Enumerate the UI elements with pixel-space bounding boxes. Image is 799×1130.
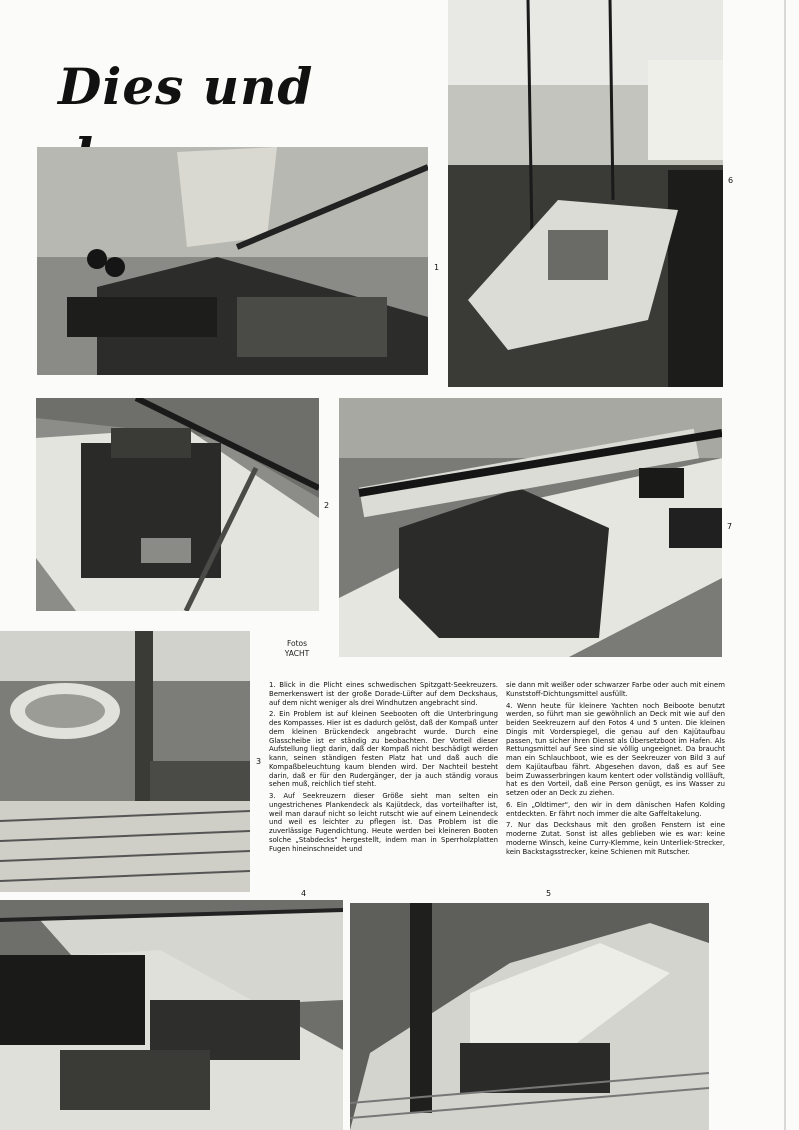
photo-number-4: 4 xyxy=(301,889,307,898)
caption-3-continued: sie dann mit weißer oder schwarzer Farbe oder auch mit einem Kunststoff-Dichtungsmittel ausfüllt. xyxy=(506,681,725,698)
photo-4 xyxy=(0,900,343,1130)
photo-5 xyxy=(350,903,709,1130)
photo-number-6: 6 xyxy=(728,176,734,185)
photo-credit-line-2: YACHT xyxy=(284,649,310,658)
caption-3: 3. Auf Seekreuzern dieser Größe sieht man selten ein ungestrichenes Plankendeck als Kajütdeck, das vorteilhafter ist, weil man darauf nicht so leicht rutscht wie auf einem Leinendeck und weil es leichter zu pflegen ist. Das Problem ist die zuverlässige Fugendichtung. Heute werden bei kleineren Booten solche „Stabdecks" hergestellt, indem man in Sperrholzplatten Fugen hineinschneidet und xyxy=(269,792,498,853)
photo-1 xyxy=(37,147,428,375)
photo-3 xyxy=(0,631,250,892)
dinghy-on-cabin-photo xyxy=(0,900,343,1130)
photo-number-2: 2 xyxy=(324,501,330,510)
caption-2: 2. Ein Problem ist auf kleinen Seebooten oft die Unterbringung des Kompasses. Hier ist es dadurch gelöst, daß der Kompaß unter dem kleinen Brückendeck angebracht wurde. Durch eine Glasscheibe ist er ständig zu beobachten. Der Vorteil dieser Aufstellung liegt darin, daß der Kompaß nicht beschädigt werden kann, seinen ständigen festen Platz hat und daß auch die Kompaßbeleuchtung kaum blenden wird. Der Nachteil besteht darin, daß er für den Rudergänger, der ja auch ständig voraus sehen muß, reichlich tief steht. xyxy=(269,710,498,789)
caption-column-2 xyxy=(506,681,725,859)
photo-credit-line-1: Fotos xyxy=(286,639,308,648)
photo-7 xyxy=(339,398,722,657)
photo-number-1: 1 xyxy=(434,263,440,272)
photo-number-7: 7 xyxy=(727,522,733,531)
compass-cockpit-photo xyxy=(36,398,319,611)
photo-number-5: 5 xyxy=(546,889,552,898)
caption-4: 4. Wenn heute für kleinere Yachten noch Beiboote benutzt werden, so führt man sie gewöhnlich an Deck mit wie auf den beiden Seekreuzern auf den Fotos 4 und 5 unten. Die kleinen Dingis mit Vorderspiegel, die genau auf den Kajütaufbau passen, tun sicher ihren Dienst als Übersetzboot im Hafen. Als Rettungsmittel auf See sind sie völlig ungeeignet. Da braucht man ein Schlauchboot, wie es der Seekreuzer von Bild 3 auf dem Kajütaufbau fährt. Abgesehen davon, daß es auf See beim Zuwasserbringen kaum kentert oder vollständig vollläuft, hat es den Vorteil, daß eine Person genügt, es ins Wasser zu setzen oder an Deck zu ziehen. xyxy=(506,701,725,797)
caption-1: 1. Blick in die Plicht eines schwedischen Spitzgatt-Seekreuzers. Bemerkenswert ist der große Dorade-Lüfter auf dem Deckshaus, auf dem nicht weniger als drei Windhutzen angebracht sind. xyxy=(269,681,498,707)
caption-6: 6. Ein „Oldtimer", den wir in dem dänischen Hafen Kolding entdeckten. Er fährt noch immer die alte Gaffeltakelung. xyxy=(506,800,725,818)
photo-2 xyxy=(36,398,319,611)
cockpit-photo xyxy=(37,147,428,375)
seacruiser-dinghy-photo xyxy=(350,903,709,1130)
caption-column-1 xyxy=(269,681,498,856)
photo-number-3: 3 xyxy=(256,757,262,766)
deckhouse-yacht-photo xyxy=(339,398,722,657)
dinghy-deck-photo xyxy=(0,631,250,892)
page-title: Dies und xyxy=(58,57,314,116)
page-edge-line xyxy=(784,0,786,1130)
caption-7: 7. Nur das Deckshaus mit den großen Fenstern ist eine moderne Zutat. Sonst ist alles geblieben wie es war: keine moderne Winsch, keine Curry-Klemme, kein Unterliek-Strecker, kein Backstagsstrecker, keine Schienen mit Rutscher. xyxy=(506,821,725,856)
gaff-rig-oldtimer-photo xyxy=(448,0,723,387)
photo-credit xyxy=(272,639,322,659)
photo-6 xyxy=(448,0,723,387)
